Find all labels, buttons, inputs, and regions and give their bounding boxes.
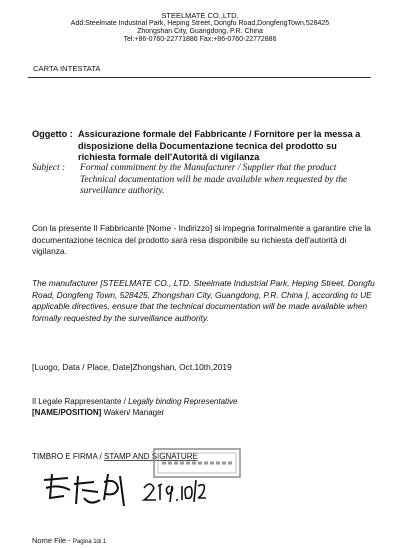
oggetto-text: Assicurazione formale del Fabbricante / Fornitore per la messa a disposizione della Documentazione tecnica del prodotto su richiesta formale dell'Autorità di vigilanza [78,129,361,162]
legal-rep-en: Legally binding Representative [128,397,238,406]
letterhead [0,12,400,44]
subject-text: Formal commitment by the Manufacturer / Supplier that the product Technical documentation will be made available when requested by the surveillance authority. [80,163,348,196]
company-name: STEELMATE CO.,LTD. [161,11,239,20]
header-divider [28,77,371,78]
company-address: Add:Steelmate Industrial Park, Heping Street, Dongfu Road,DongfengTown,528425 [70,20,330,27]
oggetto-label: Oggetto : [32,129,73,139]
place-date-line: [Luogo, Data / Place, Date]Zhongshan, Oct.10th,2019 [32,362,232,372]
file-name-label: Nome File - [32,536,71,545]
company-contact: Tel:+86-0760-22771886 Fax:+86-0760-22772886 [123,36,277,43]
english-commitment-paragraph: The manufacturer [STEELMATE CO., LTD. Steelmate Industrial Park, Heping Street, Dongfu Road, Dongfeng Town, 528425, Zhongshan City, Guangdong, P.R. China ], according to UE applicable directives, ensure that the technical documentation will be made available when formally requested by the surveillance authority. [32,278,375,323]
company-city: Zhongshan City, Guangdong, P.R. China [137,28,263,35]
stamp-label: STAMP AND SIGNATURE [104,452,198,461]
italian-commitment-paragraph: Con la presente Il Fabbricante [Nome - Indirizzo] si impegna formalmente a garantire che la documentazione tecnica del prodotto sarà resa disponibile su richiesta dell'autorità di vigilanza. [32,223,371,256]
timbro-label: TIMBRO E FIRMA / [32,452,102,461]
subject-label: Subject : [32,163,66,173]
page-number: Pagina 1di 1 [72,539,107,545]
legal-rep-it: Il Legale Rappresentante / [32,397,126,406]
carta-intestata-label: CARTA INTESTATA [33,64,101,73]
legal-representative-block [32,397,237,418]
handwritten-date [140,478,210,506]
footer [32,536,106,545]
oggetto-block [32,129,372,164]
subject-block [32,163,372,198]
name-position-label: [NAME/POSITION] [32,407,102,417]
name-position-value: Waken/ Manager [103,407,165,417]
